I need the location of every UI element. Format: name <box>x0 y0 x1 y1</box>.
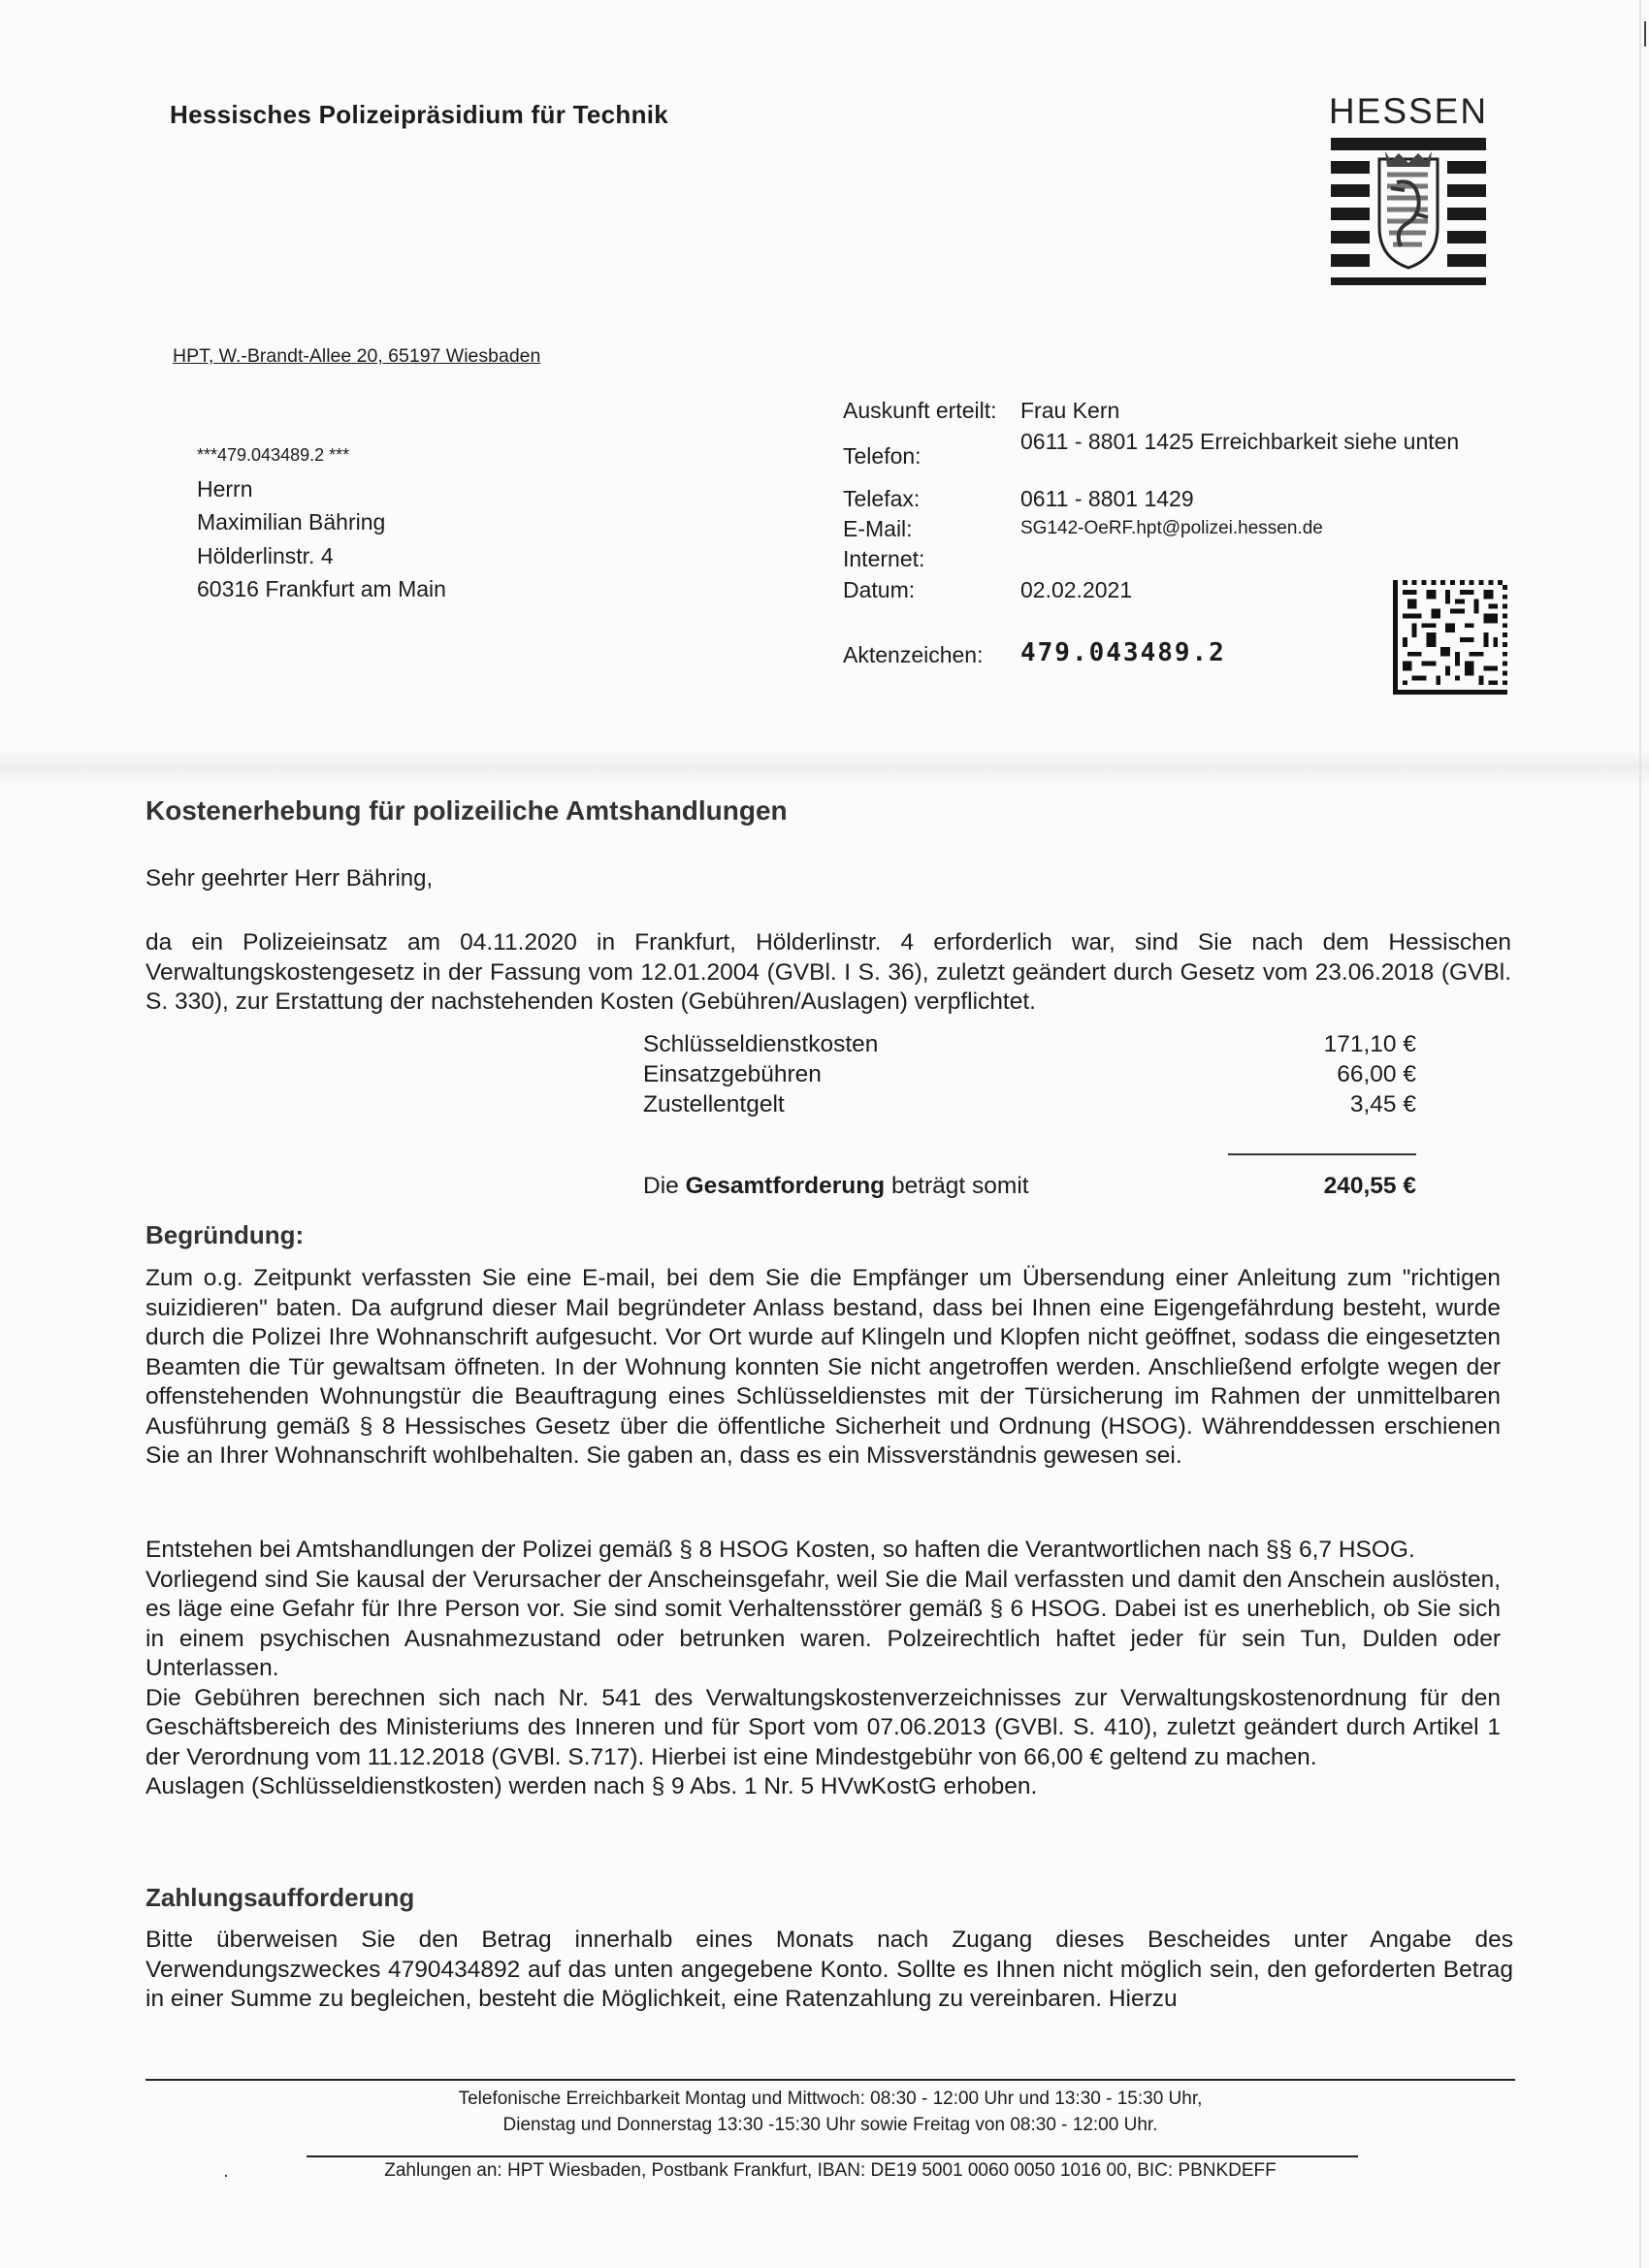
haftung-paragraph-1: Entstehen bei Amtshandlungen der Polizei gemäß § 8 HSOG Kosten, so haften die Verantwortlichen nach §§ 6,7 HSOG. <box>146 1537 1415 1563</box>
cost-name: Schlüsseldienstkosten <box>643 1031 879 1057</box>
recipient-name: Maximilian Bähring <box>197 509 386 535</box>
hessen-coat-of-arms-icon <box>1327 132 1490 287</box>
footer-payment: Zahlungen an: HPT Wiesbaden, Postbank Frankfurt, IBAN: DE19 5001 0060 0050 1016 00, BIC: PBNKDEFF <box>384 2160 1277 2181</box>
scan-dot: · <box>223 2165 229 2185</box>
footer-payment-divider <box>307 2155 1358 2157</box>
sum-divider <box>1228 1153 1416 1155</box>
haftung-paragraph-4: Auslagen (Schlüsseldienstkosten) werden nach § 9 Abs. 1 Nr. 5 HVwKostG erhoben. <box>146 1773 1038 1799</box>
begruendung-paragraph: Zum o.g. Zeitpunkt verfassten Sie eine E-mail, bei dem Sie die Empfänger um Übersendung einer Anleitung zum "richtigen suizidieren" baten. Da aufgrund dieser Mail begründeter Anlass bestand, dass bei Ihnen eine Eigengefährdung besteht, wurde durch die Polizei Ihre Wohnanschrift aufgesucht. Vor Ort wurde auf Klingeln und Klopfen nicht geöffnet, sodass die eingesetzten Beamten die Tür gewaltsam öffneten. In der Wohnung konnten Sie nicht angetroffen werden. Anschließend erfolgte wegen der offenstehenden Wohnungstür die Beauftragung eines Schlüsseldienstes mit der Türsicherung im Rahmen der unmittelbaren Ausführung gemäß § 8 Hessisches Gesetz über die öffentliche Sicherheit und Ordnung (HSOG). Währenddessen erschienen Sie an Ihrer Wohnanschrift wohlbehalten. Sie gaben an, dass es ein Missverständnis gewesen sei. <box>146 1265 1501 1469</box>
datum-label: Datum: <box>843 577 916 602</box>
recipient-salutation-line: Herrn <box>197 475 253 502</box>
datamatrix-code-icon <box>1393 580 1507 695</box>
cost-amount: 3,45 € <box>1349 1091 1416 1118</box>
haftung-paragraph-2: Vorliegend sind Sie kausal der Verursacher der Anscheinsgefahr, weil Sie die Mail verfassten und damit den Anschein auslösten, es läge eine Gefahr für Ihre Person vor. Sie sind somit Verhaltensstörer gemäß § 6 HSOG. Dabei ist es unerheblich, ob Sie sich in einem psychischen Ausnahmezustand oder betrunken waren. Polzeirechtlich haftet jeder für sein Tun, Dulden oder Unterlassen. <box>146 1566 1501 1681</box>
email-value[interactable]: SG142-OeRF.hpt@polizei.hessen.de <box>1020 518 1323 538</box>
total-bold-word: Gesamtforderung <box>685 1173 886 1199</box>
auskunft-label: Auskunft erteilt: <box>843 398 997 423</box>
letter-subject: Kostenerhebung für polizeiliche Amtshandlungen <box>146 795 788 826</box>
total-label <box>643 1173 1029 1199</box>
internet-label: Internet: <box>843 546 925 571</box>
recipient-reference: ***479.043489.2 *** <box>197 445 350 465</box>
aktenzeichen-label: Aktenzeichen: <box>843 642 984 667</box>
letter-salutation: Sehr geehrter Herr Bähring, <box>146 865 434 891</box>
datum-value: 02.02.2021 <box>1020 577 1133 602</box>
recipient-street: Hölderlinstr. 4 <box>197 542 334 568</box>
footer-hours <box>146 2086 1515 2138</box>
telefon-value: 0611 - 8801 1425 Erreichbarkeit siehe unten <box>1020 429 1460 454</box>
recipient-city: 60316 Frankfurt am Main <box>197 576 446 601</box>
cost-row <box>643 1031 1416 1062</box>
sender-return-address: HPT, W.-Brandt-Allee 20, 65197 Wiesbaden <box>173 345 541 367</box>
email-label: E-Mail: <box>843 516 913 541</box>
total-amount: 240,55 € <box>1323 1173 1416 1199</box>
telefax-value: 0611 - 8801 1429 <box>1020 486 1194 511</box>
begruendung-heading: Begründung: <box>146 1220 305 1249</box>
recipient-address <box>197 438 446 606</box>
total-row <box>643 1173 1416 1200</box>
hessen-logo <box>1327 91 1490 292</box>
footer-hours-line-1: Telefonische Erreichbarkeit Montag und Mittwoch: 08:30 - 12:00 Uhr und 13:30 - 15:30 Uhr, <box>458 2089 1203 2109</box>
cost-amount: 66,00 € <box>1337 1061 1416 1087</box>
aktenzeichen-value: 479.043489.2 <box>1020 638 1226 667</box>
scan-mark <box>1644 21 1646 47</box>
total-suffix: beträgt somit <box>885 1173 1029 1199</box>
cost-row <box>643 1061 1416 1092</box>
haftung-paragraph-3: Die Gebühren berechnen sich nach Nr. 541 des Verwaltungskostenverzeichnisses zur Verwaltungskostenordnung für den Geschäftsbereich des Ministeriums des Inneren und für Sport vom 07.06.2013 (GVBl. S. 410), zuletzt geändert durch Artikel 1 der Verordnung vom 11.12.2018 (GVBl. S.717). Hierbei ist eine Mindestgebühr von 66,00 € geltend zu machen. <box>146 1684 1501 1770</box>
paper-fold <box>0 749 1649 788</box>
haftung-section <box>146 1536 1501 1802</box>
auskunft-value: Frau Kern <box>1020 398 1120 423</box>
footer-divider <box>146 2079 1515 2081</box>
cost-name: Einsatzgebühren <box>643 1061 822 1087</box>
organization-name: Hessisches Polizeipräsidium für Technik <box>170 100 669 129</box>
cost-amount: 171,10 € <box>1323 1031 1416 1057</box>
telefax-label: Telefax: <box>843 486 921 511</box>
telefon-label: Telefon: <box>843 443 922 469</box>
intro-paragraph: da ein Polizeieinsatz am 04.11.2020 in Frankfurt, Hölderlinstr. 4 erforderlich war, sind Sie nach dem Hessischen Verwaltungskostengesetz in der Fassung vom 12.01.2004 (GVBl. I S. 36), zuletzt geändert durch Gesetz vom 23.06.2018 (GVBl. S. 330), zur Erstattung der nachstehenden Kosten (Gebühren/Auslagen) verpflichtet. <box>146 929 1511 1015</box>
cost-row <box>643 1091 1416 1122</box>
total-prefix: Die <box>643 1173 686 1199</box>
footer-hours-line-2: Dienstag und Donnerstag 13:30 -15:30 Uhr sowie Freitag von 08:30 - 12:00 Uhr. <box>502 2115 1158 2135</box>
paper-edge <box>1639 0 1641 2268</box>
zahlung-paragraph: Bitte überweisen Sie den Betrag innerhalb eines Monats nach Zugang dieses Bescheides unter Angabe des Verwendungszweckes 4790434892 auf das unten angegebene Konto. Sollte es Ihnen nicht möglich sein, den geforderten Betrag in einer Summe zu begleichen, besteht die Möglichkeit, eine Ratenzahlung zu vereinbaren. Hierzu <box>146 1927 1513 2012</box>
cost-name: Zustellentgelt <box>643 1091 785 1118</box>
logo-text: HESSEN <box>1328 91 1489 131</box>
zahlung-heading: Zahlungsaufforderung <box>146 1883 415 1912</box>
